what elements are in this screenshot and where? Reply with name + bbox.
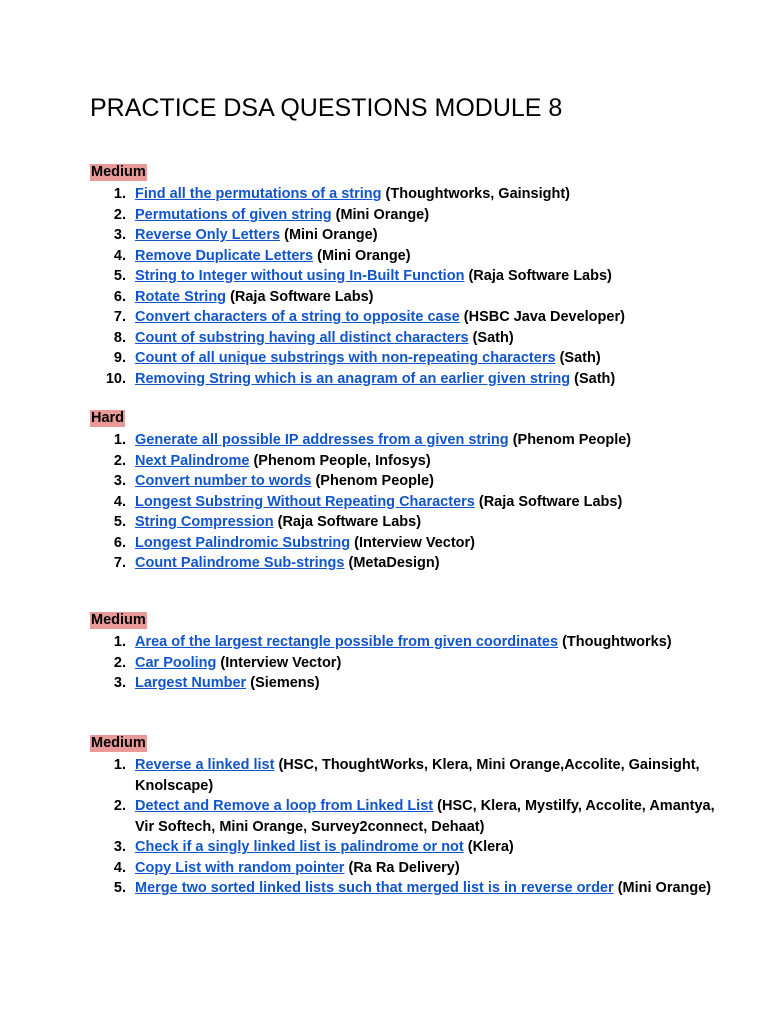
company-tags: (HSC, Klera, Mystilfy, Accolite, Amantya, Vir Softech, Mini Orange, Survey2connect, Dehaat) (135, 798, 715, 835)
page-title: PRACTICE DSA QUESTIONS MODULE 8 (90, 94, 563, 122)
question-item (90, 184, 730, 205)
question-number: 5. (113, 880, 126, 896)
section-hard-strings (90, 409, 730, 574)
question-number: 3. (113, 227, 126, 243)
company-tags: (Ra Ra Delivery) (348, 859, 460, 876)
question-link[interactable]: Generate all possible IP addresses from a given string (135, 432, 509, 448)
company-tags: (Interview Vector) (220, 654, 342, 671)
question-number: 7. (113, 555, 126, 571)
question-item (90, 369, 730, 390)
question-item (90, 858, 730, 879)
question-link[interactable]: Longest Substring Without Repeating Characters (135, 493, 475, 510)
section-medium-strings (90, 163, 730, 389)
company-tags: (Mini Orange) (617, 880, 712, 896)
question-number: 8. (113, 329, 126, 346)
question-item (90, 492, 730, 513)
question-link[interactable]: Count of all unique substrings with non-repeating characters (135, 350, 556, 366)
company-tags: (Phenom People) (512, 432, 632, 448)
question-number: 1. (113, 634, 126, 650)
company-tags: (Interview Vector) (354, 534, 476, 551)
question-item (90, 246, 730, 267)
difficulty-badge: Medium (91, 612, 146, 628)
question-link[interactable]: Count Palindrome Sub-strings (135, 555, 345, 571)
question-item (90, 512, 730, 533)
question-number: 2. (113, 206, 126, 223)
question-link[interactable]: Convert characters of a string to opposite case (135, 309, 460, 325)
question-item (90, 837, 730, 858)
question-list (90, 430, 730, 574)
company-tags: (Raja Software Labs) (230, 288, 374, 305)
section-medium-misc (90, 611, 730, 694)
company-tags: (Phenom People) (315, 473, 434, 489)
company-tags: (Mini Orange) (335, 206, 430, 223)
question-number: 5. (113, 514, 126, 530)
question-item (90, 653, 730, 674)
company-tags: (Thoughtworks) (562, 634, 672, 650)
question-item (90, 287, 730, 308)
question-list (90, 184, 730, 389)
company-tags: (Sath) (559, 350, 601, 366)
question-link[interactable]: Remove Duplicate Letters (135, 247, 314, 264)
question-link[interactable]: Merge two sorted linked lists such that merged list is in reverse order (135, 880, 614, 896)
question-item (90, 796, 730, 837)
question-number: 3. (113, 473, 126, 489)
question-link[interactable]: Car Pooling (135, 654, 217, 671)
question-item (90, 225, 730, 246)
difficulty-badge: Medium (91, 164, 146, 180)
question-number: 7. (113, 309, 126, 325)
question-link[interactable]: Largest Number (135, 675, 247, 691)
question-link[interactable]: Copy List with random pointer (135, 859, 345, 876)
question-number: 2. (113, 798, 126, 814)
company-tags: (Siemens) (250, 675, 320, 691)
question-item (90, 205, 730, 226)
company-tags: (Mini Orange) (317, 247, 411, 264)
company-tags: (Sath) (472, 329, 514, 346)
question-number: 3. (113, 839, 126, 855)
question-link[interactable]: Detect and Remove a loop from Linked List (135, 798, 434, 814)
question-item (90, 328, 730, 349)
company-tags: (Phenom People, Infosys) (253, 452, 431, 469)
question-link[interactable]: Area of the largest rectangle possible from given coordinates (135, 634, 559, 650)
question-item (90, 533, 730, 554)
question-link[interactable]: Find all the permutations of a string (135, 186, 382, 202)
question-number: 6. (113, 534, 126, 551)
question-link[interactable]: Check if a singly linked list is palindrome or not (135, 839, 464, 855)
question-number: 2. (113, 654, 126, 671)
question-item (90, 348, 730, 369)
question-link[interactable]: Removing String which is an anagram of an earlier given string (135, 370, 571, 387)
difficulty-badge: Hard (91, 410, 125, 426)
company-tags: (Raja Software Labs) (277, 514, 422, 530)
question-list (90, 755, 730, 899)
question-item (90, 632, 730, 653)
question-item (90, 471, 730, 492)
question-number: 1. (113, 432, 126, 448)
question-item (90, 553, 730, 574)
company-tags: (Mini Orange) (284, 227, 378, 243)
question-link[interactable]: Convert number to words (135, 473, 312, 489)
question-link[interactable]: String Compression (135, 514, 274, 530)
question-item (90, 266, 730, 287)
question-item (90, 307, 730, 328)
question-item (90, 673, 730, 694)
question-number: 6. (113, 288, 126, 305)
company-tags: (Thoughtworks, Gainsight) (385, 186, 571, 202)
question-link[interactable]: Rotate String (135, 288, 227, 305)
question-link[interactable]: Next Palindrome (135, 452, 250, 469)
question-link[interactable]: Permutations of given string (135, 206, 332, 223)
question-link[interactable]: Count of substring having all distinct characters (135, 329, 469, 346)
question-item (90, 430, 730, 451)
question-list (90, 632, 730, 694)
question-link[interactable]: Reverse a linked list (135, 757, 275, 773)
question-number: 4. (113, 247, 126, 264)
question-number: 3. (113, 675, 126, 691)
question-number: 5. (113, 268, 126, 284)
company-tags: (HSC, ThoughtWorks, Klera, Mini Orange,Accolite, Gainsight, Knolscape) (135, 757, 700, 794)
question-number: 9. (113, 350, 126, 366)
question-number: 1. (113, 757, 126, 773)
company-tags: (Sath) (574, 370, 616, 387)
question-number: 4. (113, 859, 126, 876)
difficulty-badge: Medium (91, 735, 146, 751)
question-link[interactable]: String to Integer without using In-Built Function (135, 268, 465, 284)
section-medium-linked-lists (90, 734, 730, 899)
question-item (90, 451, 730, 472)
question-item (90, 878, 730, 899)
question-number: 2. (113, 452, 126, 469)
company-tags: (Raja Software Labs) (478, 493, 623, 510)
question-number: 1. (113, 186, 126, 202)
question-link[interactable]: Longest Palindromic Substring (135, 534, 351, 551)
company-tags: (Klera) (467, 839, 514, 855)
question-number: 4. (113, 493, 126, 510)
question-number: 10. (105, 370, 126, 387)
company-tags: (Raja Software Labs) (468, 268, 612, 284)
company-tags: (HSBC Java Developer) (463, 309, 625, 325)
question-item (90, 755, 730, 796)
company-tags: (MetaDesign) (348, 555, 440, 571)
question-link[interactable]: Reverse Only Letters (135, 227, 281, 243)
